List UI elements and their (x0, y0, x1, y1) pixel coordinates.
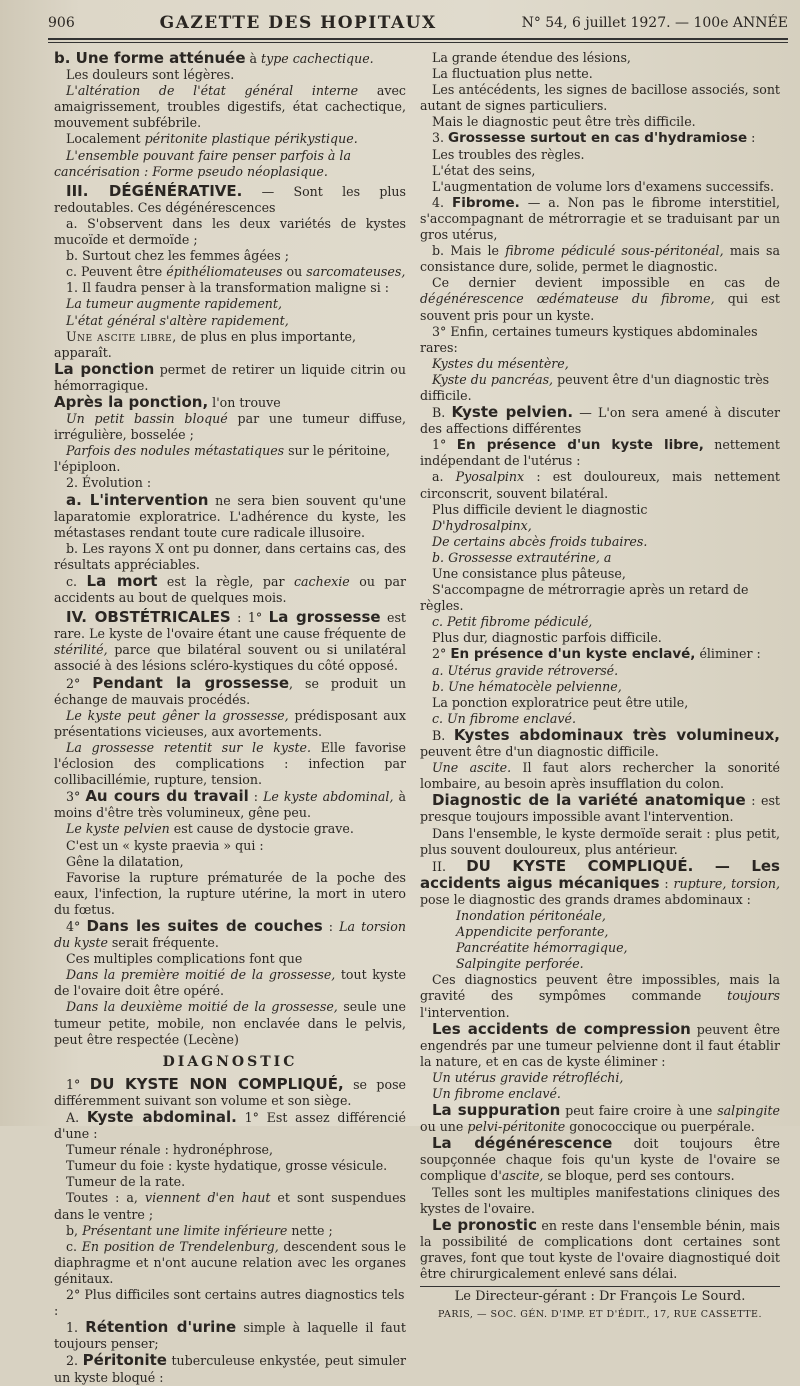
section-heading: IV. OBSTÉTRICALES : 1° La grossesse est rare. Le kyste de l'ovaire étant une cause fréquente de stérilité, parce que bilatéral souvent ou si unilatéral associé à des lésions scléro-kystiques du côté opposé. (54, 608, 406, 674)
paragraph: Un fibrome enclavé. (432, 1086, 561, 1101)
paragraph: Pancréatite hémorragique, (456, 940, 628, 956)
header-rule (48, 38, 788, 40)
paragraph: Les troubles des règles. (432, 146, 585, 162)
paragraph: a. L'intervention ne sera bien souvent qu'une laparatomie exploratrice. L'adhérence du kyste, les métastases rendant toute cure radicale illusoire. (54, 490, 406, 540)
diagnostic-heading: DIAGNOSTIC (162, 1053, 298, 1070)
paragraph: 3° Au cours du travail : Le kyste abdominal, à moins d'être très volumineux, gêne peu. (54, 787, 406, 821)
paragraph: Dans la deuxième moitié de la grossesse, seule une tumeur petite, mobile, non enclavée dans le pelvis, peut être respectée (Lecène) (54, 999, 406, 1047)
paragraph: B. Kystes abdominaux très volumineux, peuvent être d'un diagnostic difficile. (420, 725, 781, 760)
left-column (54, 50, 406, 1386)
paragraph: Plus difficile devient le diagnostic (432, 501, 648, 517)
paragraph: La grande étendue des lésions, (432, 50, 631, 65)
paragraph: b. Grossesse extrautérine, a (432, 549, 612, 565)
director-signature: Le Directeur-gérant : Dr François Le Sourd. (454, 1289, 746, 1305)
paragraph: De certains abcès froids tubaires. (432, 533, 648, 549)
paragraph: b. Les rayons X ont pu donner, dans certains cas, des résultats appréciables. (54, 540, 406, 572)
paragraph: Dans l'ensemble, le kyste dermoïde serait : plus petit, plus souvent douloureux, plus antérieur. (420, 825, 780, 857)
paragraph: D'hydrosalpinx, (432, 517, 532, 533)
journal-title: GAZETTE DES HOPITAUX (159, 13, 437, 33)
paragraph: Parfois des nodules métastatiques sur le péritoine, l'épiploon. (54, 443, 391, 475)
paragraph: Le kyste pelvien est cause de dystocie grave. (66, 821, 354, 837)
right-column (420, 50, 780, 1323)
paragraph: La suppuration peut faire croire à une salpingite ou une pelvi-péritonite gonococcique ou puerpérale. (420, 1101, 781, 1135)
paragraph: Salpingite perforée. (456, 956, 584, 972)
paragraph: c. Peuvent être épithéliomateuses ou sarcomateuses, (66, 264, 406, 280)
paragraph: Inondation péritonéale, (456, 907, 606, 923)
paragraph: Appendicite perforante, (456, 924, 609, 940)
paragraph: L'augmentation de volume lors d'examens successifs. (432, 178, 774, 194)
paragraph: Le kyste peut gêner la grossesse, prédisposant aux présentations vicieuses, aux avortements. (54, 707, 406, 739)
page-number: 906 (48, 15, 75, 31)
paragraph: B. Kyste pelvien. — L'on sera amené à discuter des affections différentes (420, 403, 780, 437)
paragraph: 4. Fibrome. — a. Non pas le fibrome interstitiel, s'accompagnant de métrorragie et se traduisant par un gros utérus, (420, 194, 780, 243)
paragraph: Ces diagnostics peuvent être impossibles, mais la gravité des sympômes commande toujours l'intervention. (420, 972, 780, 1020)
paragraph: 1. Il faudra penser à la transformation maligne si : (66, 280, 390, 296)
paragraph: Plus dur, diagnostic parfois difficile. (432, 630, 662, 646)
paragraph: Une ascite. Il faut alors rechercher la sonorité lombaire, au besoin après insufflation du colon. (420, 760, 780, 792)
footer-rule (420, 1286, 780, 1287)
paragraph: Les douleurs sont légères. (66, 67, 235, 83)
paragraph: Une consistance plus pâteuse, (432, 566, 626, 581)
paragraph: 1° En présence d'un kyste libre, nettement indépendant de l'utérus : (420, 437, 780, 469)
paragraph: a. Pyosalpinx : est douloureux, mais nettement circonscrit, souvent bilatéral. (420, 469, 780, 501)
paragraph: S'accompagne de métrorragie après un retard de règles. (420, 582, 749, 614)
paragraph: Après la ponction, l'on trouve (54, 392, 281, 411)
paragraph: Kyste du pancréas, peuvent être d'un diagnostic très difficile. (420, 371, 770, 403)
paragraph: Tumeur rénale : hydronéphrose, (66, 1142, 274, 1158)
paragraph: 1° DU KYSTE NON COMPLIQUÉ, se pose différemment suivant son volume et son siège. (54, 1074, 406, 1108)
paragraph: b, Présentant une limite inférieure nette ; (66, 1222, 333, 1238)
paragraph: La tumeur augmente rapidement, (66, 296, 282, 312)
paragraph: Localement péritonite plastique périkystique. (66, 131, 358, 147)
header-rule-thin (48, 42, 788, 43)
paragraph: II. DU KYSTE COMPLIQUÉ. — Les accidents aigus mécaniques : rupture, torsion, pose le diagnostic des grands drames abdominaux : (420, 856, 780, 907)
paragraph: Kystes du mésentère, (432, 355, 569, 371)
paragraph: La fluctuation plus nette. (432, 66, 593, 82)
paragraph: 3° Enfin, certaines tumeurs kystiques abdominales rares: (420, 323, 758, 355)
paragraph: 2° Plus difficiles sont certains autres diagnostics tels : (54, 1287, 405, 1319)
paragraph: a. S'observent dans les deux variétés de kystes mucoïde et dermoïde ; (54, 215, 406, 248)
paragraph: 4° Dans les suites de couches : La torsion du kyste serait fréquente. (54, 916, 407, 951)
paragraph: Les accidents de compression peuvent être engendrés par une tumeur pelvienne dont il faut établir la nature, et en cas de kyste éliminer : (420, 1019, 781, 1069)
paragraph: La dégénérescence doit toujours être soupçonnée chaque fois qu'un kyste de l'ovaire se complique d'ascite, se bloque, perd ses contours. (420, 1134, 780, 1184)
issue-info: N° 54, 6 juillet 1927. — 100e ANNÉE (521, 15, 788, 31)
paragraph: C'est un « kyste praevia » qui : (66, 837, 264, 853)
section-heading: III. DÉGÉNÉRATIVE. — Sont les plus redoutables. Ces dégénérescences (54, 181, 406, 215)
paragraph: 3. Grossesse surtout en cas d'hydramiose : (432, 130, 756, 147)
paragraph: L'état général s'altère rapidement, (66, 312, 289, 328)
paragraph: 2. Péritonite tuberculeuse enkystée, peut simuler un kyste bloqué : (54, 1351, 406, 1385)
paragraph: La grossesse retentit sur le kyste. Elle favorise l'éclosion des complications : infection par collibacillémie, rupture, tension. (54, 739, 406, 788)
paragraph: Ce dernier devient impossible en cas de dégénérescence œdémateuse du fibrome, qui est souvent pris pour un kyste. (420, 275, 780, 323)
paragraph: Une ascite libre, de plus en plus importante, apparaît. (54, 328, 357, 360)
paragraph: Telles sont les multiples manifestations cliniques des kystes de l'ovaire. (420, 1184, 780, 1216)
paragraph: L'altération de l'état général interne avec amaigrissement, troubles digestifs, état cachectique, mouvement subfébrile. (54, 83, 406, 131)
paragraph: Le pronostic en reste dans l'ensemble bénin, mais la possibilité de complications dont certaines sont graves, font que tout kyste de l'ovaire diagnostiqué doit être chirurgicalement enlevé sans délai. (420, 1215, 780, 1282)
paragraph: c. Un fibrome enclavé. (432, 710, 576, 726)
paragraph: Ces multiples complications font que (66, 951, 303, 967)
paragraph: Toutes : a, viennent d'en haut et sont suspendues dans le ventre ; (54, 1190, 406, 1222)
paragraph: b. Une forme atténuée à type cachectique. (54, 49, 374, 67)
paragraph: c. La mort est la règle, par cachexie ou par accidents au bout de quelques mois. (54, 572, 407, 606)
printer-imprint: PARIS, — SOC. GÉN. D'IMP. ET D'ÉDIT., 17, RUE CASSETTE. (437, 1309, 763, 1321)
paragraph: 2° Pendant la grossesse, se produit un échange de mauvais procédés. (54, 673, 407, 707)
paragraph: Dans la première moitié de la grossesse, tout kyste de l'ovaire doit être opéré. (54, 967, 407, 999)
paragraph: Un petit bassin bloqué par une tumeur diffuse, irrégulière, bosselée ; (54, 411, 406, 443)
paragraph: Diagnostic de la variété anatomique : est presque toujours impossible avant l'intervention. (420, 791, 780, 825)
paragraph: L'ensemble pouvant faire penser parfois à la cancérisation : Forme pseudo néoplasique. (54, 147, 351, 179)
paragraph: c. En position de Trendelenburg, descendent sous le diaphragme et n'ont aucune relation avec les organes génitaux. (54, 1238, 407, 1286)
paragraph: Favorise la rupture prématurée de la poche des eaux, l'infection, la rupture utérine, la mort in utero du fœtus. (54, 869, 406, 917)
paragraph: b. Une hématocèle pelvienne, (432, 678, 622, 694)
paragraph: 2. Évolution : (66, 475, 152, 491)
paragraph: Tumeur du foie : kyste hydatique, grosse vésicule. (66, 1158, 388, 1174)
paragraph: Mais le diagnostic peut être très difficile. (432, 114, 696, 130)
paragraph: La ponction permet de retirer un liquide citrin ou hémorragique. (54, 359, 406, 393)
paragraph: 1. Rétention d'urine simple à laquelle il faut toujours penser; (54, 1318, 406, 1352)
paragraph: Un utérus gravide rétrofléchi, (432, 1069, 624, 1085)
paragraph: L'état des seins, (432, 162, 536, 178)
paragraph: Les antécédents, les signes de bacillose associés, sont autant de signes particuliers. (420, 82, 780, 114)
paragraph: a. Utérus gravide rétroversé. (432, 662, 619, 678)
paragraph: c. Petit fibrome pédiculé, (432, 614, 593, 630)
paragraph: Gêne la dilatation, (66, 853, 184, 869)
page-header (48, 10, 788, 36)
paragraph: La ponction exploratrice peut être utile, (432, 694, 689, 710)
paragraph: A. Kyste abdominal. 1° Est assez différencié d'une : (54, 1108, 407, 1142)
paragraph: Tumeur de la rate. (66, 1174, 186, 1190)
paragraph: b. Surtout chez les femmes âgées ; (66, 248, 289, 264)
paragraph: 2° En présence d'un kyste enclavé, éliminer : (432, 646, 761, 663)
paragraph: b. Mais le fibrome pédiculé sous-péritonéal, mais sa consistance dure, solide, permet le diagnostic. (420, 243, 780, 275)
